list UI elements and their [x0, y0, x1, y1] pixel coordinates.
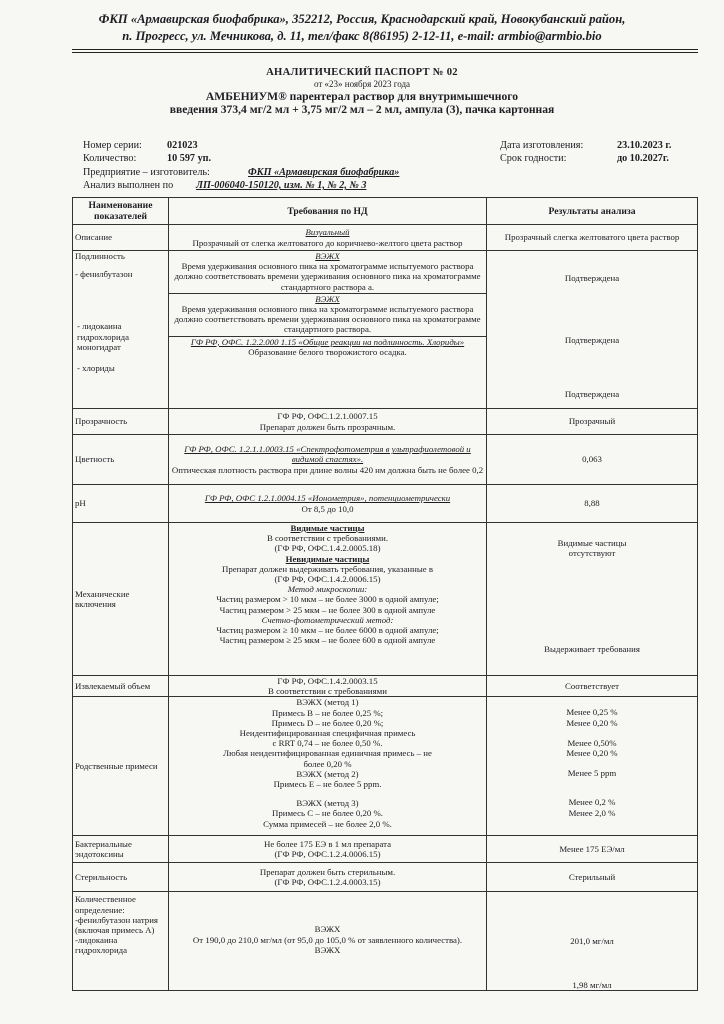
header-results: Результаты анализа [487, 198, 698, 225]
document-date: от «23» ноября 2023 года [313, 79, 411, 89]
impurity-result-sum: Менее 2,0 % [568, 807, 616, 818]
color-reference: ГФ РФ, ОФС. 1.2.1.1.0003.15 «Спектрофотометрия в ультрафиолетовой и видимой спастях». [184, 444, 471, 465]
table-row [73, 697, 698, 836]
table-row [73, 409, 698, 435]
identity-block-3 [169, 337, 486, 358]
letterhead-line-2: п. Прогресс, ул. Мечникова, д. 11, тел/факс 8(86195) 2-12-11, e-mail: armbio@armbio.bio [122, 29, 602, 43]
row-identity-req [169, 251, 487, 409]
impurity-b-limit: Примесь В – не более 0,25 %; [271, 707, 384, 718]
identity-requirement-1: Время удерживания основного пика на хроматограмме испытуемого раствора должно соответствовать времени удерживания основного пика на хроматограмме стандартного раствора а. [174, 261, 481, 292]
row-color-name: Цветность [73, 435, 169, 485]
table-row [73, 863, 698, 892]
quantity-value: 10 597 уп. [167, 153, 212, 164]
row-volume-result: Соответствует [487, 676, 698, 697]
row-impurities-result [487, 697, 698, 836]
expiry-label: Срок годности: [500, 153, 567, 164]
manufacturer-label: Предприятие – изготовитель: [83, 167, 210, 178]
table-row [73, 225, 698, 251]
impurities-method-2: ВЭЖХ (метод 2) [296, 768, 359, 779]
document-title-block [0, 66, 724, 116]
visible-particles-req: В соответствии с требованиями. [266, 533, 389, 544]
table-row [73, 485, 698, 523]
row-description-name: Описание [73, 225, 169, 251]
table-row [73, 523, 698, 676]
row-sterility-req [169, 863, 487, 892]
manufacture-date-value: 23.10.2023 г. [617, 140, 672, 151]
impurity-result-b: Менее 0,25 % [566, 707, 618, 718]
row-sterility-result: Стерильный [487, 863, 698, 892]
row-impurities-name: Родственные примеси [73, 697, 169, 836]
row-endotoxins-name: Бактериальные эндотоксины [73, 836, 169, 863]
letterhead-rule-second [72, 52, 698, 53]
row-endotoxins-result: Менее 175 ЕЭ/мл [487, 836, 698, 863]
volume-requirement: В соответствии с требованиями [268, 686, 387, 697]
table-row [73, 251, 698, 409]
product-name-line-1: АМБЕНИУМ® парентерал раствор для внутримышечного [205, 90, 519, 103]
photometric-method: Счетно-фотометрический метод: [261, 614, 394, 625]
quantity-label: Количество: [83, 153, 137, 164]
volume-reference: ГФ РФ, ОФС.1.4.2.0003.15 [277, 676, 378, 686]
manufacturer-value: ФКП «Армавирская биофабрика» [248, 167, 400, 178]
identity-result-3: Подтверждена [564, 389, 620, 400]
row-clarity-result: Прозрачный [487, 409, 698, 435]
identity-method-3: ГФ РФ, ОФС. 1.2.2.000 1.15 «Общие реакции на подлинность. Хлориды» [190, 336, 465, 347]
row-identity-result [487, 251, 698, 409]
photometric-limit-2: Частиц размером ≥ 25 мкм – не более 600 в одной ампуле [219, 635, 436, 646]
unidentified-single-1: Любая неидентифицированная единичная примесь – не [223, 748, 432, 759]
impurities-method-3: ВЭЖХ (метод 3) [296, 798, 359, 809]
microscopy-limit-1: Частиц размером > 10 мкм – не более 3000 в одной ампуле; [216, 594, 439, 605]
microscopy-limit-2: Частиц размером > 25 мкм – не более 300 в одной ампуле [219, 604, 436, 615]
impurity-d-limit: Примесь D – не более 0,20 %; [271, 717, 384, 728]
visible-particles-result-1: Видимые частицы [557, 538, 627, 548]
row-clarity-req [169, 409, 487, 435]
table-row [73, 676, 698, 697]
product-name-line-2: введения 373,4 мг/2 мл + 3,75 мг/2 мл – 2 мл, ампула (3), пачка картонная [169, 103, 555, 116]
manufacture-date-label: Дата изготовления: [500, 140, 584, 151]
row-endotoxins-req [169, 836, 487, 863]
table-header-row [73, 198, 698, 225]
visible-particles-ref: (ГФ РФ, ОФС.1.4.2.0005.18) [274, 543, 381, 554]
assay-result-phenylbutazone: 201,0 мг/мл [570, 936, 614, 947]
row-volume-req [169, 676, 487, 697]
assay-method-2: ВЭЖХ [314, 944, 341, 955]
identity-block-2 [169, 294, 486, 337]
identity-result-1: Подтверждена [564, 273, 620, 283]
impurity-result-c: Менее 0,2 % [568, 797, 616, 808]
identity-sub-lidocaine: - лидокаина гидрохлорида моногидрат [77, 321, 130, 352]
row-description-result: Прозрачный слегка желтоватого цвета раствор [487, 225, 698, 251]
description-method: Визуальный [305, 227, 350, 238]
series-label: Номер серии: [83, 140, 142, 151]
sterility-reference: (ГФ РФ, ОФС.1.2.4.0003.15) [274, 877, 381, 888]
impurity-result-d: Менее 0,20 % [566, 717, 618, 728]
row-assay-result [487, 892, 698, 990]
letterhead-rule [72, 49, 698, 50]
ph-reference: ГФ РФ, ОФС 1.2.1.0004.15 «Ионометрия», потенциометрически [204, 493, 451, 504]
invisible-particles-title: Невидимые частицы [285, 553, 370, 564]
table-row [73, 892, 698, 990]
identity-block-1 [169, 251, 486, 294]
invisible-particles-req: Препарат должен выдерживать требования, указанные в [221, 563, 434, 574]
photometric-limit-1: Частиц размером ≥ 10 мкм – не более 6000 в одной ампуле; [216, 625, 439, 636]
expiry-value: до 10.2027г. [617, 153, 669, 164]
letterhead [0, 11, 724, 45]
impurity-result-unidentified-single: Менее 0,20 % [566, 748, 618, 759]
invisible-particles-ref: (ГФ РФ, ОФС.1.4.2.0006.15) [274, 574, 381, 585]
row-ph-result: 8,88 [487, 485, 698, 523]
row-assay-req [169, 892, 487, 990]
description-requirement: Прозрачный от слегка желтоватого до коричнево-желтого цвета раствор [192, 237, 463, 248]
identity-sub-chlorides: - хлориды [77, 363, 115, 374]
microscopy-method: Метод микроскопии: [287, 584, 368, 595]
endotoxins-requirement: Не более 175 ЕЭ в 1 мл препарата [263, 839, 392, 850]
row-description-req [169, 225, 487, 251]
clarity-reference: ГФ РФ, ОФС.1.2.1.0007.15 [277, 411, 378, 422]
row-mech-req [169, 523, 487, 676]
impurity-result-e: Менее 5 ppm [567, 768, 617, 779]
unidentified-specific-2: с RRT 0,74 – не более 0,50 %. [272, 738, 383, 749]
analysis-label: Анализ выполнен по [83, 180, 174, 191]
identity-title: Подлинность [75, 251, 125, 261]
ph-requirement: От 8,5 до 10,0 [301, 503, 354, 514]
header-indicator: Наименование показателей [73, 198, 169, 225]
unidentified-specific-1: Неидентифицированная специфичная примесь [239, 728, 416, 739]
impurities-sum-limit: Сумма примесей – не более 2,0 %. [263, 818, 392, 829]
letterhead-line-1: ФКП «Армавирская биофабрика», 352212, Россия, Краснодарский край, Новокубанский район, [98, 12, 626, 26]
row-assay-name: Количественное определение: -фенилбутазон натрия (включая примесь А) -лидокаина гидрохлорида [73, 892, 169, 990]
row-identity-name [73, 251, 169, 409]
visible-particles-title: Видимые частицы [290, 523, 365, 533]
assay-method-1: ВЭЖХ [314, 924, 341, 935]
row-sterility-name: Стерильность [73, 863, 169, 892]
identity-sub-phenylbutazone: - фенилбутазон [75, 269, 133, 280]
analysis-reference: ЛП-006040-150120, изм. № 1, № 2, № 3 [196, 180, 367, 191]
impurity-c-limit: Примесь С – не более 0,20 %. [271, 808, 384, 819]
analysis-table [72, 197, 698, 991]
document-title: АНАЛИТИЧЕСКИЙ ПАСПОРТ № 02 [266, 67, 458, 78]
identity-method-2: ВЭЖХ [315, 293, 340, 304]
row-color-result: 0,063 [487, 435, 698, 485]
series-value: 021023 [167, 140, 198, 151]
identity-requirement-2: Время удерживания основного пика на хроматограмме испытуемого раствора должно соответствовать времени удерживания основного пика на хроматограмме стандартного раствора. [174, 304, 481, 335]
visible-particles-result-2: отсутствуют [568, 548, 616, 559]
table-row [73, 836, 698, 863]
unidentified-single-2: более 0,20 % [303, 758, 352, 769]
assay-result-lidocaine: 1,98 мг/мл [572, 979, 612, 990]
invisible-particles-result: Выдерживает требования [544, 644, 640, 655]
identity-method-1: ВЭЖХ [315, 251, 340, 261]
endotoxins-reference: (ГФ РФ, ОФС.1.2.4.0006.15) [274, 849, 381, 860]
impurities-method-1: ВЭЖХ (метод 1) [296, 697, 359, 708]
row-clarity-name: Прозрачность [73, 409, 169, 435]
sterility-requirement: Препарат должен быть стерильным. [259, 867, 396, 878]
assay-requirement: От 190,0 до 210,0 мг/мл (от 95,0 до 105,0 % от заявленного количества). [192, 934, 463, 945]
table-row [73, 435, 698, 485]
identity-requirement-3: Образование белого творожистого осадка. [248, 346, 407, 357]
impurity-e-limit: Примесь Е – не более 5 ppm. [273, 779, 382, 790]
row-mech-name: Механические включения [73, 523, 169, 676]
row-color-req [169, 435, 487, 485]
impurity-result-unidentified-specific: Менее 0,50% [567, 737, 617, 748]
row-volume-name: Извлекаемый объем [73, 676, 169, 697]
row-ph-req [169, 485, 487, 523]
color-requirement: Оптическая плотность раствора при длине волны 420 нм должна быть не более 0,2 [171, 464, 484, 475]
header-requirements: Требования по НД [169, 198, 487, 225]
identity-result-2: Подтверждена [564, 335, 620, 346]
row-impurities-req [169, 697, 487, 836]
row-mech-result [487, 523, 698, 676]
clarity-requirement: Препарат должен быть прозрачным. [259, 421, 396, 432]
row-ph-name: pH [73, 485, 169, 523]
